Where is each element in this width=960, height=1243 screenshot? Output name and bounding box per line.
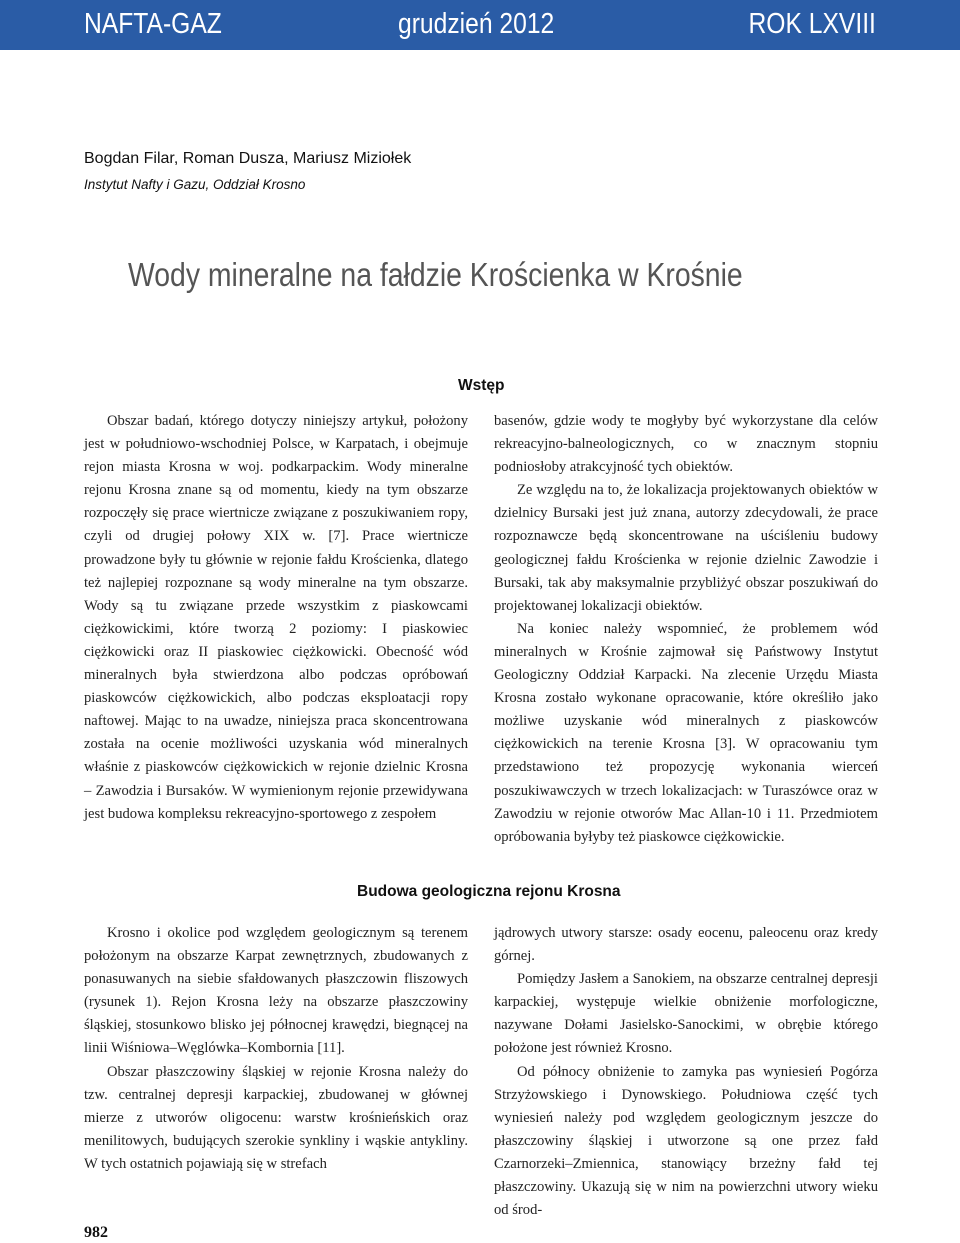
intro-right-column [494,410,878,849]
paragraph: Krosno i okolice pod względem geologicznym są terenem położonym na obszarze Karpat zewnętrznych, zbudowanych z ponasuwanych na siebie sfałdowanych płaszczowin fliszowych (rysunek 1). Rejon Krosna leży na obszarze płaszczowiny śląskiej, stosunkowo blisko jej północnej krawędzi, biegnącej na linii Wiśniowa–Węglówka–Kombornia [11]. [84,925,468,1057]
issue-date: grudzień 2012 [398,8,555,40]
paragraph: Ze względu na to, że lokalizacja projektowanych obiektów w dzielnicy Bursaki jest już znana, autorzy zdecydowali, że prace rozpoznawcze będą skoncentrowane na uściśleniu budowy geologicznej fałdu Krościenka w rejonie dzielnic Zawodzie i Bursaki, tak aby maksymalnie przybliżyć obszar poszukiwań do projektowanej lokalizacji obiektów. [494,482,878,614]
paragraph: Od północy obniżenie to zamyka pas wyniesień Pogórza Strzyżowskiego i Dynowskiego. Południowa część tych wyniesień należy pod względem geologicznym jeszcze do płaszczowiny śląskiej i utworzone są one przez fałd Czarnorzeki–Zmiennica, stanowiący brzeżny fałd tej płaszczowiny. Ukazują się w nim na powierzchni utwory wieku od środ- [494,1063,878,1219]
intro-left-column [84,410,468,826]
article-title: Wody mineralne na fałdzie Krościenka w Krośnie [128,256,743,293]
section-heading-geology: Budowa geologiczna rejonu Krosna [357,883,621,900]
journal-name: NAFTA-GAZ [84,8,222,40]
affiliation: Instytut Nafty i Gazu, Oddział Krosno [84,177,306,192]
geology-right-column [494,922,878,1222]
paragraph: Pomiędzy Jasłem a Sanokiem, na obszarze centralnej depresji karpackiej, występuje wielkie obniżenie morfologiczne, nazywane Dołami Jasielsko-Sanockimi, w obrębie którego położone jest również Krosno. [494,971,878,1057]
authors: Bogdan Filar, Roman Dusza, Mariusz Miziołek [84,150,412,167]
paragraph: basenów, gdzie wody te mogłyby być wykorzystane dla celów rekreacyjno-balneologicznych, co w znacznym stopniu podniosłoby atrakcyjność tych obiektów. [494,413,878,476]
section-heading-intro: Wstęp [458,377,505,394]
paragraph: Na koniec należy wspomnieć, że problemem wód mineralnych w Krośnie zajmował się Państwowy Instytut Geologiczny Oddział Karpacki. Na zlecenie Urzędu Miasta Krosna zostało wykonane opracowanie, które określiło jako możliwe uzyskanie wód mineralnych z piaskowców ciężkowickich na terenie Krosna [3]. W opracowaniu tym przedstawiono też propozycję wykonania wierceń poszukiwawczych w trzech lokalizacjach: w Turaszówce oraz w Zawodziu w rejonie otworów Mac Allan-10 i 11. Przedmiotem opróbowania byłyby też piaskowce ciężkowickie. [494,620,878,845]
paragraph: Obszar płaszczowiny śląskiej w rejonie Krosna należy do tzw. centralnej depresji karpackiej, zbudowanej w głównej mierze z utworów oligocenu: warstw krośnieńskich oraz menilitowych, budujących szerokie synkliny i wąskie antykliny. W tych ostatnich pojawiają się w strefach [84,1063,468,1172]
volume-number: ROK LXVIII [748,8,876,40]
page-number: 982 [84,1224,108,1241]
journal-header [0,0,960,50]
geology-left-column [84,922,468,1176]
paragraph: Obszar badań, którego dotyczy niniejszy artykuł, położony jest w południowo-wschodniej Polsce, w Karpatach, i obejmuje rejon miasta Krosna w woj. podkarpackim. Wody mineralne rejonu Krosna znane są od momentu, kiedy na tym obszarze rozpoczęły się prace wiertnicze związane z poszukiwaniem ropy, czyli od drugiej połowy XIX w. [7]. Prace wiertnicze prowadzone były tu głównie w rejonie fałdu Krościenka, dlatego też najlepiej rozpoznane są wody mineralne na tym obszarze. Wody są tu związane przede wszystkim z piaskowcami ciężkowickimi, które tworzą 2 poziomy: I piaskowiec ciężkowicki oraz II piaskowiec ciężkowicki. Obecność wód mineralnych była stwierdzona albo podczas opróbowań piaskowców ciężkowickich, albo podczas eksploatacji ropy naftowej. Mając to na uwadze, niniejsza praca skoncentrowana została na ocenie możliwości uzyskania wód mineralnych właśnie z piaskowców ciężkowickich w rejonie dzielnic Krosna – Zawodzia i Bursaków. W wymienionym rejonie przewidywana jest budowa kompleksu rekreacyjno-sportowego z zespołem [84,413,468,822]
paragraph: jądrowych utwory starsze: osady eocenu, paleocenu oraz kredy górnej. [494,925,878,965]
